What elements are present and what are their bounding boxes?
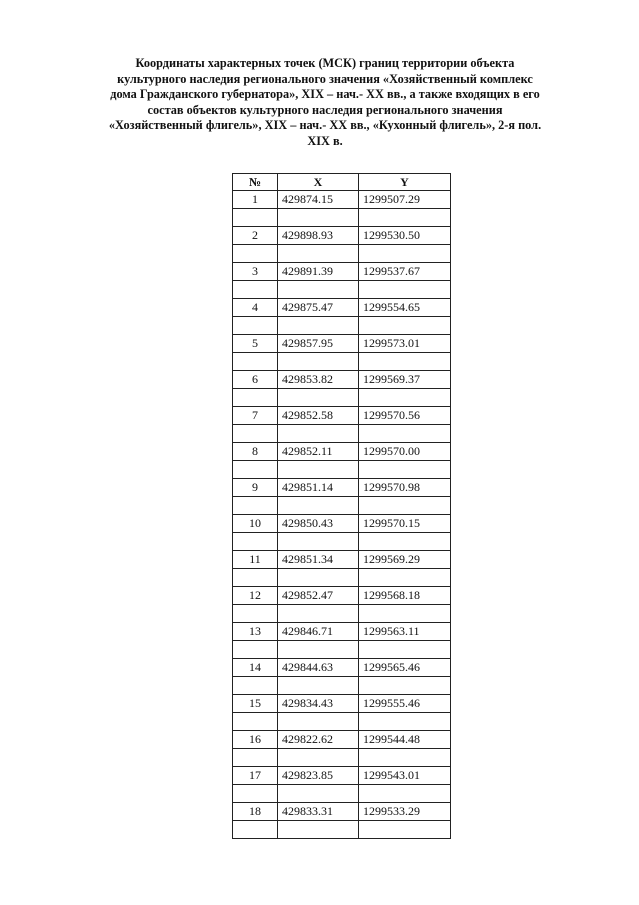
empty-cell [278,821,359,839]
empty-cell [359,677,451,695]
empty-cell [278,281,359,299]
table-row [233,695,451,713]
table-spacer-row [233,317,451,335]
column-header-y: Y [359,174,451,191]
empty-cell [359,209,451,227]
cell-point-number: 13 [233,623,278,641]
table-row [233,407,451,425]
table-header-row [233,174,451,191]
cell-y-coordinate: 1299573.01 [359,335,451,353]
table-spacer-row [233,209,451,227]
cell-point-number: 3 [233,263,278,281]
empty-cell [278,785,359,803]
cell-y-coordinate: 1299554.65 [359,299,451,317]
table-spacer-row [233,569,451,587]
table-spacer-row [233,425,451,443]
empty-cell [278,245,359,263]
table-spacer-row [233,785,451,803]
table-spacer-row [233,605,451,623]
table-row [233,731,451,749]
cell-point-number: 18 [233,803,278,821]
empty-cell [278,461,359,479]
table-spacer-row [233,245,451,263]
table-row [233,515,451,533]
empty-cell [233,785,278,803]
empty-cell [359,353,451,371]
cell-x-coordinate: 429834.43 [278,695,359,713]
cell-y-coordinate: 1299543.01 [359,767,451,785]
empty-cell [359,497,451,515]
empty-cell [233,281,278,299]
empty-cell [233,749,278,767]
cell-point-number: 5 [233,335,278,353]
cell-x-coordinate: 429874.15 [278,191,359,209]
table-spacer-row [233,389,451,407]
empty-cell [233,389,278,407]
cell-point-number: 6 [233,371,278,389]
empty-cell [233,533,278,551]
cell-x-coordinate: 429822.62 [278,731,359,749]
title-line: «Хозяйственный флигель», XIX – нач.- XX вв., «Кухонный флигель», 2-я пол. [108,118,542,133]
empty-cell [233,497,278,515]
cell-point-number: 12 [233,587,278,605]
cell-x-coordinate: 429857.95 [278,335,359,353]
cell-y-coordinate: 1299507.29 [359,191,451,209]
empty-cell [359,821,451,839]
table-spacer-row [233,821,451,839]
cell-x-coordinate: 429891.39 [278,263,359,281]
document-title [60,56,590,150]
empty-cell [233,713,278,731]
empty-cell [233,317,278,335]
column-header-x: X [278,174,359,191]
cell-y-coordinate: 1299533.29 [359,803,451,821]
cell-y-coordinate: 1299568.18 [359,587,451,605]
cell-y-coordinate: 1299569.29 [359,551,451,569]
cell-point-number: 2 [233,227,278,245]
cell-x-coordinate: 429846.71 [278,623,359,641]
table-row [233,227,451,245]
cell-y-coordinate: 1299570.98 [359,479,451,497]
empty-cell [233,461,278,479]
cell-point-number: 11 [233,551,278,569]
title-line: состав объектов культурного наследия регионального значения [147,102,503,117]
empty-cell [359,749,451,767]
empty-cell [278,317,359,335]
table-row [233,479,451,497]
title-line: дома Гражданского губернатора», XIX – нач.- XX вв., а также входящих в его [110,87,540,102]
empty-cell [359,389,451,407]
cell-point-number: 14 [233,659,278,677]
table-spacer-row [233,641,451,659]
empty-cell [359,713,451,731]
table-body [233,191,451,839]
coordinates-table [232,173,451,839]
empty-cell [233,641,278,659]
table-row [233,551,451,569]
table-row [233,587,451,605]
empty-cell [359,245,451,263]
empty-cell [233,605,278,623]
cell-point-number: 10 [233,515,278,533]
empty-cell [278,641,359,659]
cell-x-coordinate: 429833.31 [278,803,359,821]
cell-y-coordinate: 1299544.48 [359,731,451,749]
cell-x-coordinate: 429850.43 [278,515,359,533]
table-spacer-row [233,677,451,695]
cell-x-coordinate: 429853.82 [278,371,359,389]
cell-y-coordinate: 1299537.67 [359,263,451,281]
empty-cell [278,425,359,443]
empty-cell [233,425,278,443]
table-spacer-row [233,353,451,371]
cell-x-coordinate: 429875.47 [278,299,359,317]
title-line: XIX в. [307,133,343,148]
table-spacer-row [233,497,451,515]
cell-point-number: 15 [233,695,278,713]
column-header-number: № [233,174,278,191]
title-line: культурного наследия регионального значения «Хозяйственный комплекс [117,71,533,86]
empty-cell [359,317,451,335]
cell-y-coordinate: 1299570.00 [359,443,451,461]
cell-x-coordinate: 429898.93 [278,227,359,245]
empty-cell [278,749,359,767]
cell-y-coordinate: 1299570.56 [359,407,451,425]
cell-y-coordinate: 1299570.15 [359,515,451,533]
cell-point-number: 7 [233,407,278,425]
table-spacer-row [233,749,451,767]
cell-y-coordinate: 1299565.46 [359,659,451,677]
cell-point-number: 4 [233,299,278,317]
cell-y-coordinate: 1299530.50 [359,227,451,245]
cell-x-coordinate: 429852.47 [278,587,359,605]
empty-cell [359,569,451,587]
table-row [233,623,451,641]
empty-cell [359,281,451,299]
table-row [233,299,451,317]
cell-y-coordinate: 1299555.46 [359,695,451,713]
empty-cell [359,785,451,803]
empty-cell [359,425,451,443]
cell-x-coordinate: 429844.63 [278,659,359,677]
empty-cell [233,569,278,587]
empty-cell [278,713,359,731]
table-row [233,803,451,821]
table-spacer-row [233,281,451,299]
empty-cell [233,821,278,839]
cell-point-number: 9 [233,479,278,497]
table-row [233,767,451,785]
table-spacer-row [233,461,451,479]
empty-cell [233,209,278,227]
empty-cell [278,533,359,551]
table-row [233,335,451,353]
empty-cell [278,353,359,371]
title-line: Координаты характерных точек (МСК) границ территории объекта [135,56,515,70]
table-row [233,191,451,209]
cell-point-number: 17 [233,767,278,785]
table-row [233,659,451,677]
table-row [233,443,451,461]
empty-cell [278,209,359,227]
cell-x-coordinate: 429852.58 [278,407,359,425]
empty-cell [233,677,278,695]
empty-cell [278,389,359,407]
empty-cell [359,641,451,659]
cell-point-number: 16 [233,731,278,749]
empty-cell [278,497,359,515]
cell-y-coordinate: 1299569.37 [359,371,451,389]
table-spacer-row [233,713,451,731]
empty-cell [359,605,451,623]
empty-cell [233,353,278,371]
empty-cell [278,569,359,587]
cell-x-coordinate: 429823.85 [278,767,359,785]
empty-cell [359,533,451,551]
cell-point-number: 8 [233,443,278,461]
table-row [233,371,451,389]
table-spacer-row [233,533,451,551]
cell-x-coordinate: 429851.34 [278,551,359,569]
cell-x-coordinate: 429852.11 [278,443,359,461]
table-row [233,263,451,281]
cell-y-coordinate: 1299563.11 [359,623,451,641]
cell-point-number: 1 [233,191,278,209]
empty-cell [233,245,278,263]
empty-cell [278,605,359,623]
cell-x-coordinate: 429851.14 [278,479,359,497]
empty-cell [359,461,451,479]
empty-cell [278,677,359,695]
